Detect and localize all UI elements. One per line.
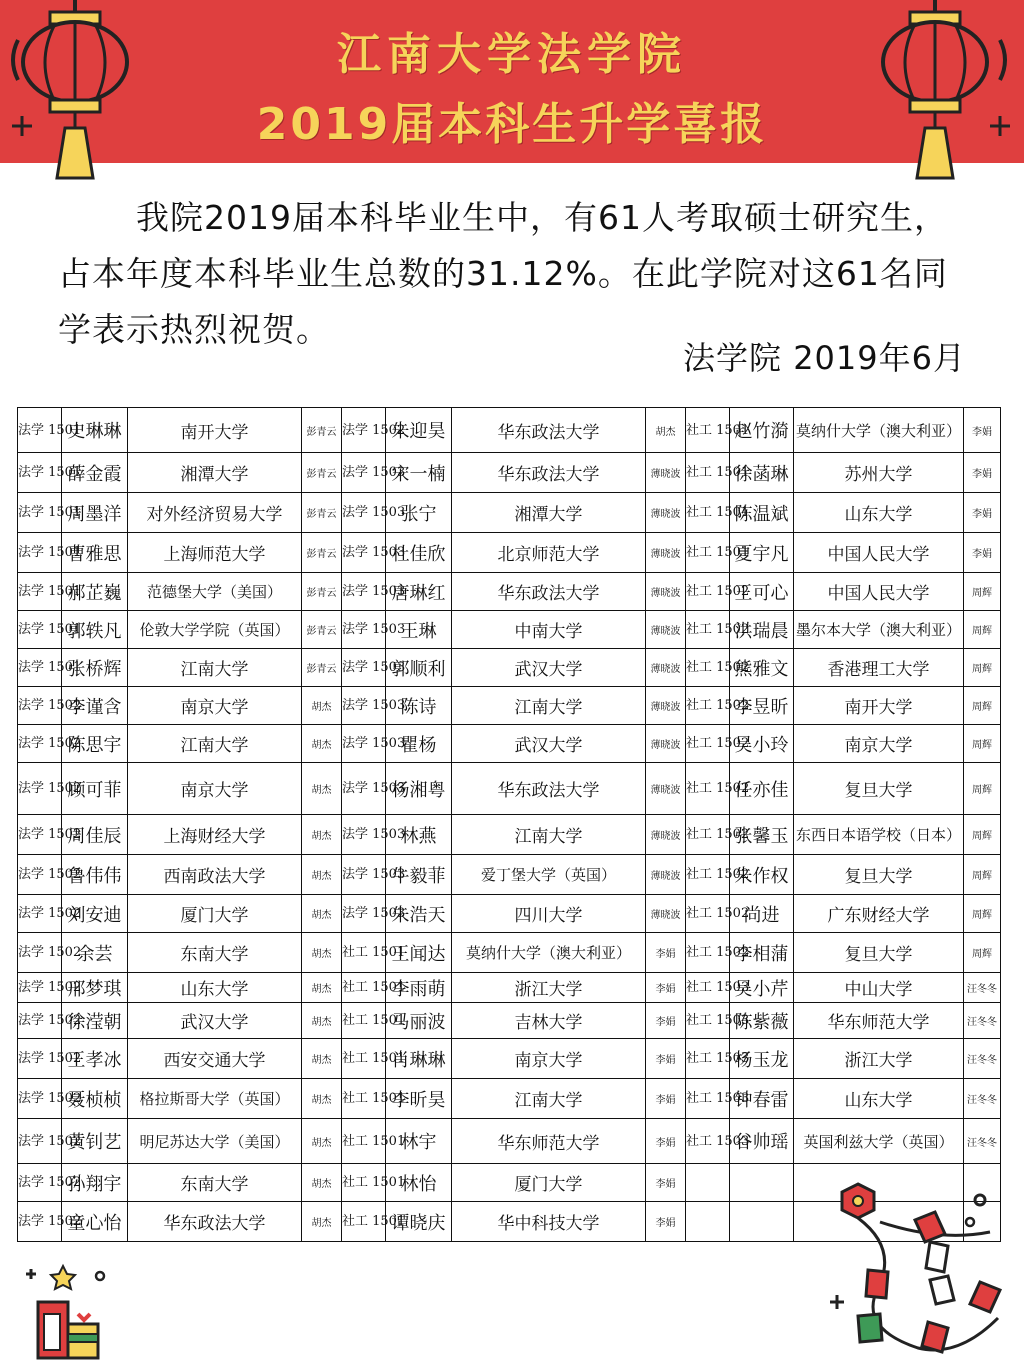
student-name-cell: 朱浩天	[386, 895, 452, 933]
school-cell: 华中科技大学	[452, 1202, 646, 1242]
table-row	[18, 649, 1001, 687]
class-cell: 社工 1501	[342, 973, 386, 1003]
class-cell: 法学 1503	[342, 855, 386, 895]
school-cell: 南京大学	[128, 763, 302, 815]
school-cell: 上海师范大学	[128, 533, 302, 573]
advisor-cell: 汪冬冬	[964, 1039, 1001, 1079]
school-cell: 南京大学	[794, 725, 964, 763]
advisor-cell: 胡杰	[302, 973, 342, 1003]
advisor-cell: 周辉	[964, 933, 1001, 973]
student-name-cell: 陈温斌	[730, 493, 794, 533]
school-cell: 江南大学	[128, 725, 302, 763]
table-row	[18, 1039, 1001, 1079]
table-body	[18, 408, 1001, 1242]
class-cell: 法学 1502	[18, 1039, 62, 1079]
table-row	[18, 1079, 1001, 1119]
advisor-cell: 周辉	[964, 573, 1001, 611]
advisor-cell: 彭青云	[302, 533, 342, 573]
school-cell: 山东大学	[794, 1079, 964, 1119]
advisor-cell: 胡杰	[302, 1003, 342, 1039]
advisor-cell: 胡杰	[302, 725, 342, 763]
advisor-cell: 彭青云	[302, 453, 342, 493]
advisor-cell: 李娟	[646, 1079, 686, 1119]
student-name-cell: 童心怡	[62, 1202, 128, 1242]
class-cell: 社工 1501	[686, 453, 730, 493]
school-cell: 中国人民大学	[794, 533, 964, 573]
page-title: 江南大学法学院	[337, 29, 687, 80]
class-cell: 社工 1501	[342, 933, 386, 973]
student-name-cell: 聂桢桢	[62, 1079, 128, 1119]
school-cell: 西安交通大学	[128, 1039, 302, 1079]
student-name-cell: 张桥辉	[62, 649, 128, 687]
student-name-cell: 谷帅瑶	[730, 1119, 794, 1164]
school-cell: 吉林大学	[452, 1003, 646, 1039]
advisor-cell: 彭青云	[302, 649, 342, 687]
student-name-cell: 朱作权	[730, 855, 794, 895]
class-cell: 法学 1503	[342, 815, 386, 855]
student-name-cell: 薛金霞	[62, 453, 128, 493]
student-name-cell: 谭晓庆	[386, 1202, 452, 1242]
student-name-cell: 洪瑞晨	[730, 611, 794, 649]
student-name-cell: 李雨萌	[386, 973, 452, 1003]
class-cell: 社工 1503	[686, 1003, 730, 1039]
advisor-cell: 胡杰	[646, 408, 686, 453]
school-cell: 莫纳什大学（澳大利亚）	[452, 933, 646, 973]
school-cell: 广东财经大学	[794, 895, 964, 933]
school-cell: 苏州大学	[794, 453, 964, 493]
school-cell: 东西日本语学校（日本）	[794, 815, 964, 855]
table-row	[18, 493, 1001, 533]
student-name-cell: 郭轶凡	[62, 611, 128, 649]
student-name-cell: 钟春雷	[730, 1079, 794, 1119]
class-cell: 社工 1501	[686, 533, 730, 573]
student-name-cell: 夏宇凡	[730, 533, 794, 573]
class-cell: 法学 1502	[18, 933, 62, 973]
table-row	[18, 573, 1001, 611]
advisor-cell: 薄晓波	[646, 855, 686, 895]
school-cell: 湘潭大学	[128, 453, 302, 493]
class-cell: 社工 1502	[686, 687, 730, 725]
advisor-cell: 李娟	[646, 1003, 686, 1039]
table-row	[18, 855, 1001, 895]
advisor-cell: 胡杰	[302, 933, 342, 973]
student-name-cell: 陈紫薇	[730, 1003, 794, 1039]
advisor-cell: 李娟	[646, 1039, 686, 1079]
school-cell: 武汉大学	[128, 1003, 302, 1039]
class-cell: 法学 1502	[18, 973, 62, 1003]
student-name-cell: 杨湘粤	[386, 763, 452, 815]
page-subtitle: 2019届本科生升学喜报	[256, 99, 768, 150]
advisor-cell: 胡杰	[302, 1079, 342, 1119]
advisor-cell: 周辉	[964, 725, 1001, 763]
class-cell: 法学 1501	[18, 649, 62, 687]
class-cell: 法学 1502	[18, 1003, 62, 1039]
advisor-cell: 薄晓波	[646, 763, 686, 815]
class-cell: 法学 1502	[342, 408, 386, 453]
class-cell: 社工 1501	[342, 1119, 386, 1164]
class-cell: 法学 1502	[18, 895, 62, 933]
table-row	[18, 895, 1001, 933]
school-cell: 华东政法大学	[452, 408, 646, 453]
student-name-cell	[730, 1202, 794, 1242]
class-cell: 社工 1502	[686, 855, 730, 895]
class-cell: 法学 1502	[18, 763, 62, 815]
advisor-cell: 胡杰	[302, 763, 342, 815]
gift-icon	[18, 1262, 108, 1362]
class-cell: 社工 1502	[686, 815, 730, 855]
advisor-cell: 周辉	[964, 763, 1001, 815]
school-cell: 范德堡大学（美国）	[128, 573, 302, 611]
school-cell: 江南大学	[128, 649, 302, 687]
class-cell: 社工 1501	[686, 493, 730, 533]
class-cell: 法学 1502	[18, 1119, 62, 1164]
advisor-cell: 彭青云	[302, 408, 342, 453]
school-cell: 湘潭大学	[452, 493, 646, 533]
school-cell: 东南大学	[128, 1164, 302, 1202]
school-cell: 西南政法大学	[128, 855, 302, 895]
advisor-cell: 薄晓波	[646, 533, 686, 573]
student-name-cell: 张宁	[386, 493, 452, 533]
student-name-cell: 徐菡琳	[730, 453, 794, 493]
advisor-cell: 李娟	[964, 533, 1001, 573]
table-row	[18, 973, 1001, 1003]
advisor-cell: 李娟	[964, 408, 1001, 453]
class-cell: 法学 1502	[18, 725, 62, 763]
advisor-cell: 周辉	[964, 687, 1001, 725]
class-cell	[686, 1164, 730, 1202]
student-name-cell: 王闻达	[386, 933, 452, 973]
school-cell: 华东政法大学	[452, 453, 646, 493]
advisor-cell: 薄晓波	[646, 687, 686, 725]
advisor-cell: 薄晓波	[646, 895, 686, 933]
school-cell: 江南大学	[452, 1079, 646, 1119]
student-name-cell: 顾可菲	[62, 763, 128, 815]
advisor-cell: 胡杰	[302, 815, 342, 855]
school-cell: 中山大学	[794, 973, 964, 1003]
school-cell: 武汉大学	[452, 725, 646, 763]
advisor-cell: 汪冬冬	[964, 1119, 1001, 1164]
school-cell: 香港理工大学	[794, 649, 964, 687]
class-cell: 法学 1503	[342, 725, 386, 763]
advisor-cell: 薄晓波	[646, 453, 686, 493]
advisor-cell: 薄晓波	[646, 493, 686, 533]
class-cell: 法学 1501	[18, 533, 62, 573]
advisor-cell: 彭青云	[302, 573, 342, 611]
student-name-cell: 周墨洋	[62, 493, 128, 533]
school-cell: 上海财经大学	[128, 815, 302, 855]
class-cell: 社工 1501	[342, 1202, 386, 1242]
admission-table	[17, 407, 1001, 1242]
advisor-cell: 彭青云	[302, 493, 342, 533]
advisor-cell: 周辉	[964, 895, 1001, 933]
advisor-cell: 胡杰	[302, 1119, 342, 1164]
student-name-cell	[730, 1164, 794, 1202]
student-name-cell: 周佳辰	[62, 815, 128, 855]
class-cell: 法学 1501	[18, 573, 62, 611]
class-cell: 社工 1501	[342, 1164, 386, 1202]
student-name-cell: 郭顺利	[386, 649, 452, 687]
school-cell: 中国人民大学	[794, 573, 964, 611]
advisor-cell: 胡杰	[302, 1164, 342, 1202]
student-name-cell: 李谨含	[62, 687, 128, 725]
school-cell: 南开大学	[794, 687, 964, 725]
school-cell: 格拉斯哥大学（英国）	[128, 1079, 302, 1119]
student-name-cell: 王可心	[730, 573, 794, 611]
class-cell: 法学 1503	[342, 453, 386, 493]
class-cell: 法学 1502	[18, 815, 62, 855]
school-cell: 江南大学	[452, 687, 646, 725]
advisor-cell: 汪冬冬	[964, 973, 1001, 1003]
class-cell: 社工 1503	[686, 973, 730, 1003]
advisor-cell: 李娟	[646, 933, 686, 973]
school-cell: 墨尔本大学（澳大利亚）	[794, 611, 964, 649]
advisor-cell: 周辉	[964, 815, 1001, 855]
advisor-cell: 薄晓波	[646, 573, 686, 611]
school-cell: 武汉大学	[452, 649, 646, 687]
school-cell: 中南大学	[452, 611, 646, 649]
school-cell: 北京师范大学	[452, 533, 646, 573]
table-row	[18, 933, 1001, 973]
class-cell: 社工 1503	[686, 1119, 730, 1164]
student-name-cell: 张馨玉	[730, 815, 794, 855]
school-cell: 伦敦大学学院（英国）	[128, 611, 302, 649]
class-cell: 法学 1503	[342, 611, 386, 649]
student-name-cell: 林燕	[386, 815, 452, 855]
school-cell: 南京大学	[452, 1039, 646, 1079]
table-row	[18, 408, 1001, 453]
class-cell: 法学 1502	[18, 855, 62, 895]
class-cell: 社工 1502	[686, 763, 730, 815]
class-cell: 社工 1503	[686, 1039, 730, 1079]
school-cell: 莫纳什大学（澳大利亚）	[794, 408, 964, 453]
student-name-cell: 赵竹漪	[730, 408, 794, 453]
student-name-cell: 朱迎昊	[386, 408, 452, 453]
school-cell: 东南大学	[128, 933, 302, 973]
advisor-cell: 李娟	[646, 1164, 686, 1202]
student-name-cell: 鲁伟伟	[62, 855, 128, 895]
advisor-cell: 李娟	[964, 493, 1001, 533]
class-cell: 社工 1503	[686, 1079, 730, 1119]
student-name-cell: 唐琳红	[386, 573, 452, 611]
advisor-cell: 胡杰	[302, 1202, 342, 1242]
class-cell: 社工 1502	[686, 725, 730, 763]
school-cell: 浙江大学	[794, 1039, 964, 1079]
class-cell: 社工 1502	[686, 573, 730, 611]
table-row	[18, 815, 1001, 855]
advisor-cell: 李娟	[964, 453, 1001, 493]
student-name-cell: 任亦佳	[730, 763, 794, 815]
student-name-cell: 曹雅思	[62, 533, 128, 573]
advisor-cell: 汪冬冬	[964, 1079, 1001, 1119]
class-cell: 法学 1503	[342, 649, 386, 687]
school-cell: 华东政法大学	[128, 1202, 302, 1242]
school-cell: 对外经济贸易大学	[128, 493, 302, 533]
class-cell: 法学 1501	[18, 611, 62, 649]
class-cell: 法学 1501	[18, 453, 62, 493]
student-name-cell: 熊雅文	[730, 649, 794, 687]
class-cell: 社工 1502	[686, 933, 730, 973]
school-cell: 厦门大学	[452, 1164, 646, 1202]
student-name-cell: 林怡	[386, 1164, 452, 1202]
class-cell: 法学 1503	[342, 493, 386, 533]
signature: 法学院 2019年6月	[683, 339, 966, 377]
school-cell: 山东大学	[794, 493, 964, 533]
advisor-cell: 汪冬冬	[964, 1003, 1001, 1039]
school-cell: 华东政法大学	[452, 763, 646, 815]
advisor-cell: 胡杰	[302, 687, 342, 725]
school-cell: 浙江大学	[452, 973, 646, 1003]
student-name-cell: 孙翔宇	[62, 1164, 128, 1202]
class-cell	[686, 1202, 730, 1242]
student-name-cell: 黄钊艺	[62, 1119, 128, 1164]
advisor-cell: 周辉	[964, 611, 1001, 649]
student-name-cell: 王琳	[386, 611, 452, 649]
student-name-cell: 郝芷巍	[62, 573, 128, 611]
class-cell: 法学 1503	[342, 533, 386, 573]
advisor-cell: 周辉	[964, 649, 1001, 687]
student-name-cell: 李昕昊	[386, 1079, 452, 1119]
table-row	[18, 611, 1001, 649]
student-name-cell: 瞿杨	[386, 725, 452, 763]
school-cell: 复旦大学	[794, 763, 964, 815]
advisor-cell: 薄晓波	[646, 649, 686, 687]
student-name-cell: 余芸	[62, 933, 128, 973]
class-cell: 社工 1501	[686, 408, 730, 453]
student-name-cell: 宋一楠	[386, 453, 452, 493]
table-row	[18, 687, 1001, 725]
student-name-cell: 林宇	[386, 1119, 452, 1164]
table-row	[18, 533, 1001, 573]
class-cell: 法学 1502	[18, 1202, 62, 1242]
advisor-cell: 薄晓波	[646, 611, 686, 649]
class-cell: 社工 1502	[686, 895, 730, 933]
school-cell: 华东师范大学	[452, 1119, 646, 1164]
school-cell: 华东政法大学	[452, 573, 646, 611]
advisor-cell: 李娟	[646, 1119, 686, 1164]
advisor-cell: 周辉	[964, 855, 1001, 895]
class-cell: 法学 1501	[18, 493, 62, 533]
class-cell: 法学 1502	[18, 1079, 62, 1119]
student-name-cell: 史琳琳	[62, 408, 128, 453]
class-cell: 社工 1501	[342, 1039, 386, 1079]
student-name-cell: 肖琳琳	[386, 1039, 452, 1079]
advisor-cell: 胡杰	[302, 855, 342, 895]
advisor-cell: 胡杰	[302, 1039, 342, 1079]
school-cell: 厦门大学	[128, 895, 302, 933]
advisor-cell: 胡杰	[302, 895, 342, 933]
table-row	[18, 725, 1001, 763]
student-name-cell: 马丽波	[386, 1003, 452, 1039]
class-cell: 法学 1502	[18, 1164, 62, 1202]
class-cell: 法学 1503	[342, 763, 386, 815]
student-name-cell: 吴小芹	[730, 973, 794, 1003]
table-row	[18, 763, 1001, 815]
class-cell: 法学 1503	[342, 573, 386, 611]
student-name-cell: 徐滢朝	[62, 1003, 128, 1039]
school-cell: 爱丁堡大学（英国）	[452, 855, 646, 895]
student-name-cell: 陈诗	[386, 687, 452, 725]
class-cell: 法学 1503	[342, 687, 386, 725]
table-row	[18, 453, 1001, 493]
school-cell: 江南大学	[452, 815, 646, 855]
class-cell: 法学 1501	[18, 408, 62, 453]
school-cell: 复旦大学	[794, 933, 964, 973]
school-cell: 英国利兹大学（英国）	[794, 1119, 964, 1164]
class-cell: 法学 1503	[342, 895, 386, 933]
student-name-cell: 尚进	[730, 895, 794, 933]
school-cell: 明尼苏达大学（美国）	[128, 1119, 302, 1164]
class-cell: 社工 1502	[686, 611, 730, 649]
student-name-cell: 杜佳欣	[386, 533, 452, 573]
table-row	[18, 1119, 1001, 1164]
advisor-cell: 李娟	[646, 1202, 686, 1242]
student-name-cell: 吴小玲	[730, 725, 794, 763]
student-name-cell: 王孝冰	[62, 1039, 128, 1079]
advisor-cell: 李娟	[646, 973, 686, 1003]
advisor-cell: 薄晓波	[646, 725, 686, 763]
intro-paragraph: 我院2019届本科毕业生中，有61人考取硕士研究生，占本年度本科毕业生总数的31.12%。在此学院对这61名同学表示热烈祝贺。	[58, 198, 948, 349]
student-name-cell: 李昱昕	[730, 687, 794, 725]
school-cell: 南京大学	[128, 687, 302, 725]
student-name-cell: 李相蒲	[730, 933, 794, 973]
school-cell: 四川大学	[452, 895, 646, 933]
string-lights-icon	[810, 1182, 1020, 1362]
student-name-cell: 陈思宇	[62, 725, 128, 763]
school-cell: 南开大学	[128, 408, 302, 453]
student-name-cell: 牛毅菲	[386, 855, 452, 895]
student-name-cell: 邢梦琪	[62, 973, 128, 1003]
advisor-cell: 彭青云	[302, 611, 342, 649]
class-cell: 社工 1501	[342, 1003, 386, 1039]
class-cell: 社工 1501	[342, 1079, 386, 1119]
class-cell: 法学 1502	[18, 687, 62, 725]
student-name-cell: 杨玉龙	[730, 1039, 794, 1079]
school-cell: 华东师范大学	[794, 1003, 964, 1039]
school-cell: 山东大学	[128, 973, 302, 1003]
table-row	[18, 1003, 1001, 1039]
class-cell: 社工 1502	[686, 649, 730, 687]
student-name-cell: 刘安迪	[62, 895, 128, 933]
advisor-cell: 薄晓波	[646, 815, 686, 855]
school-cell: 复旦大学	[794, 855, 964, 895]
